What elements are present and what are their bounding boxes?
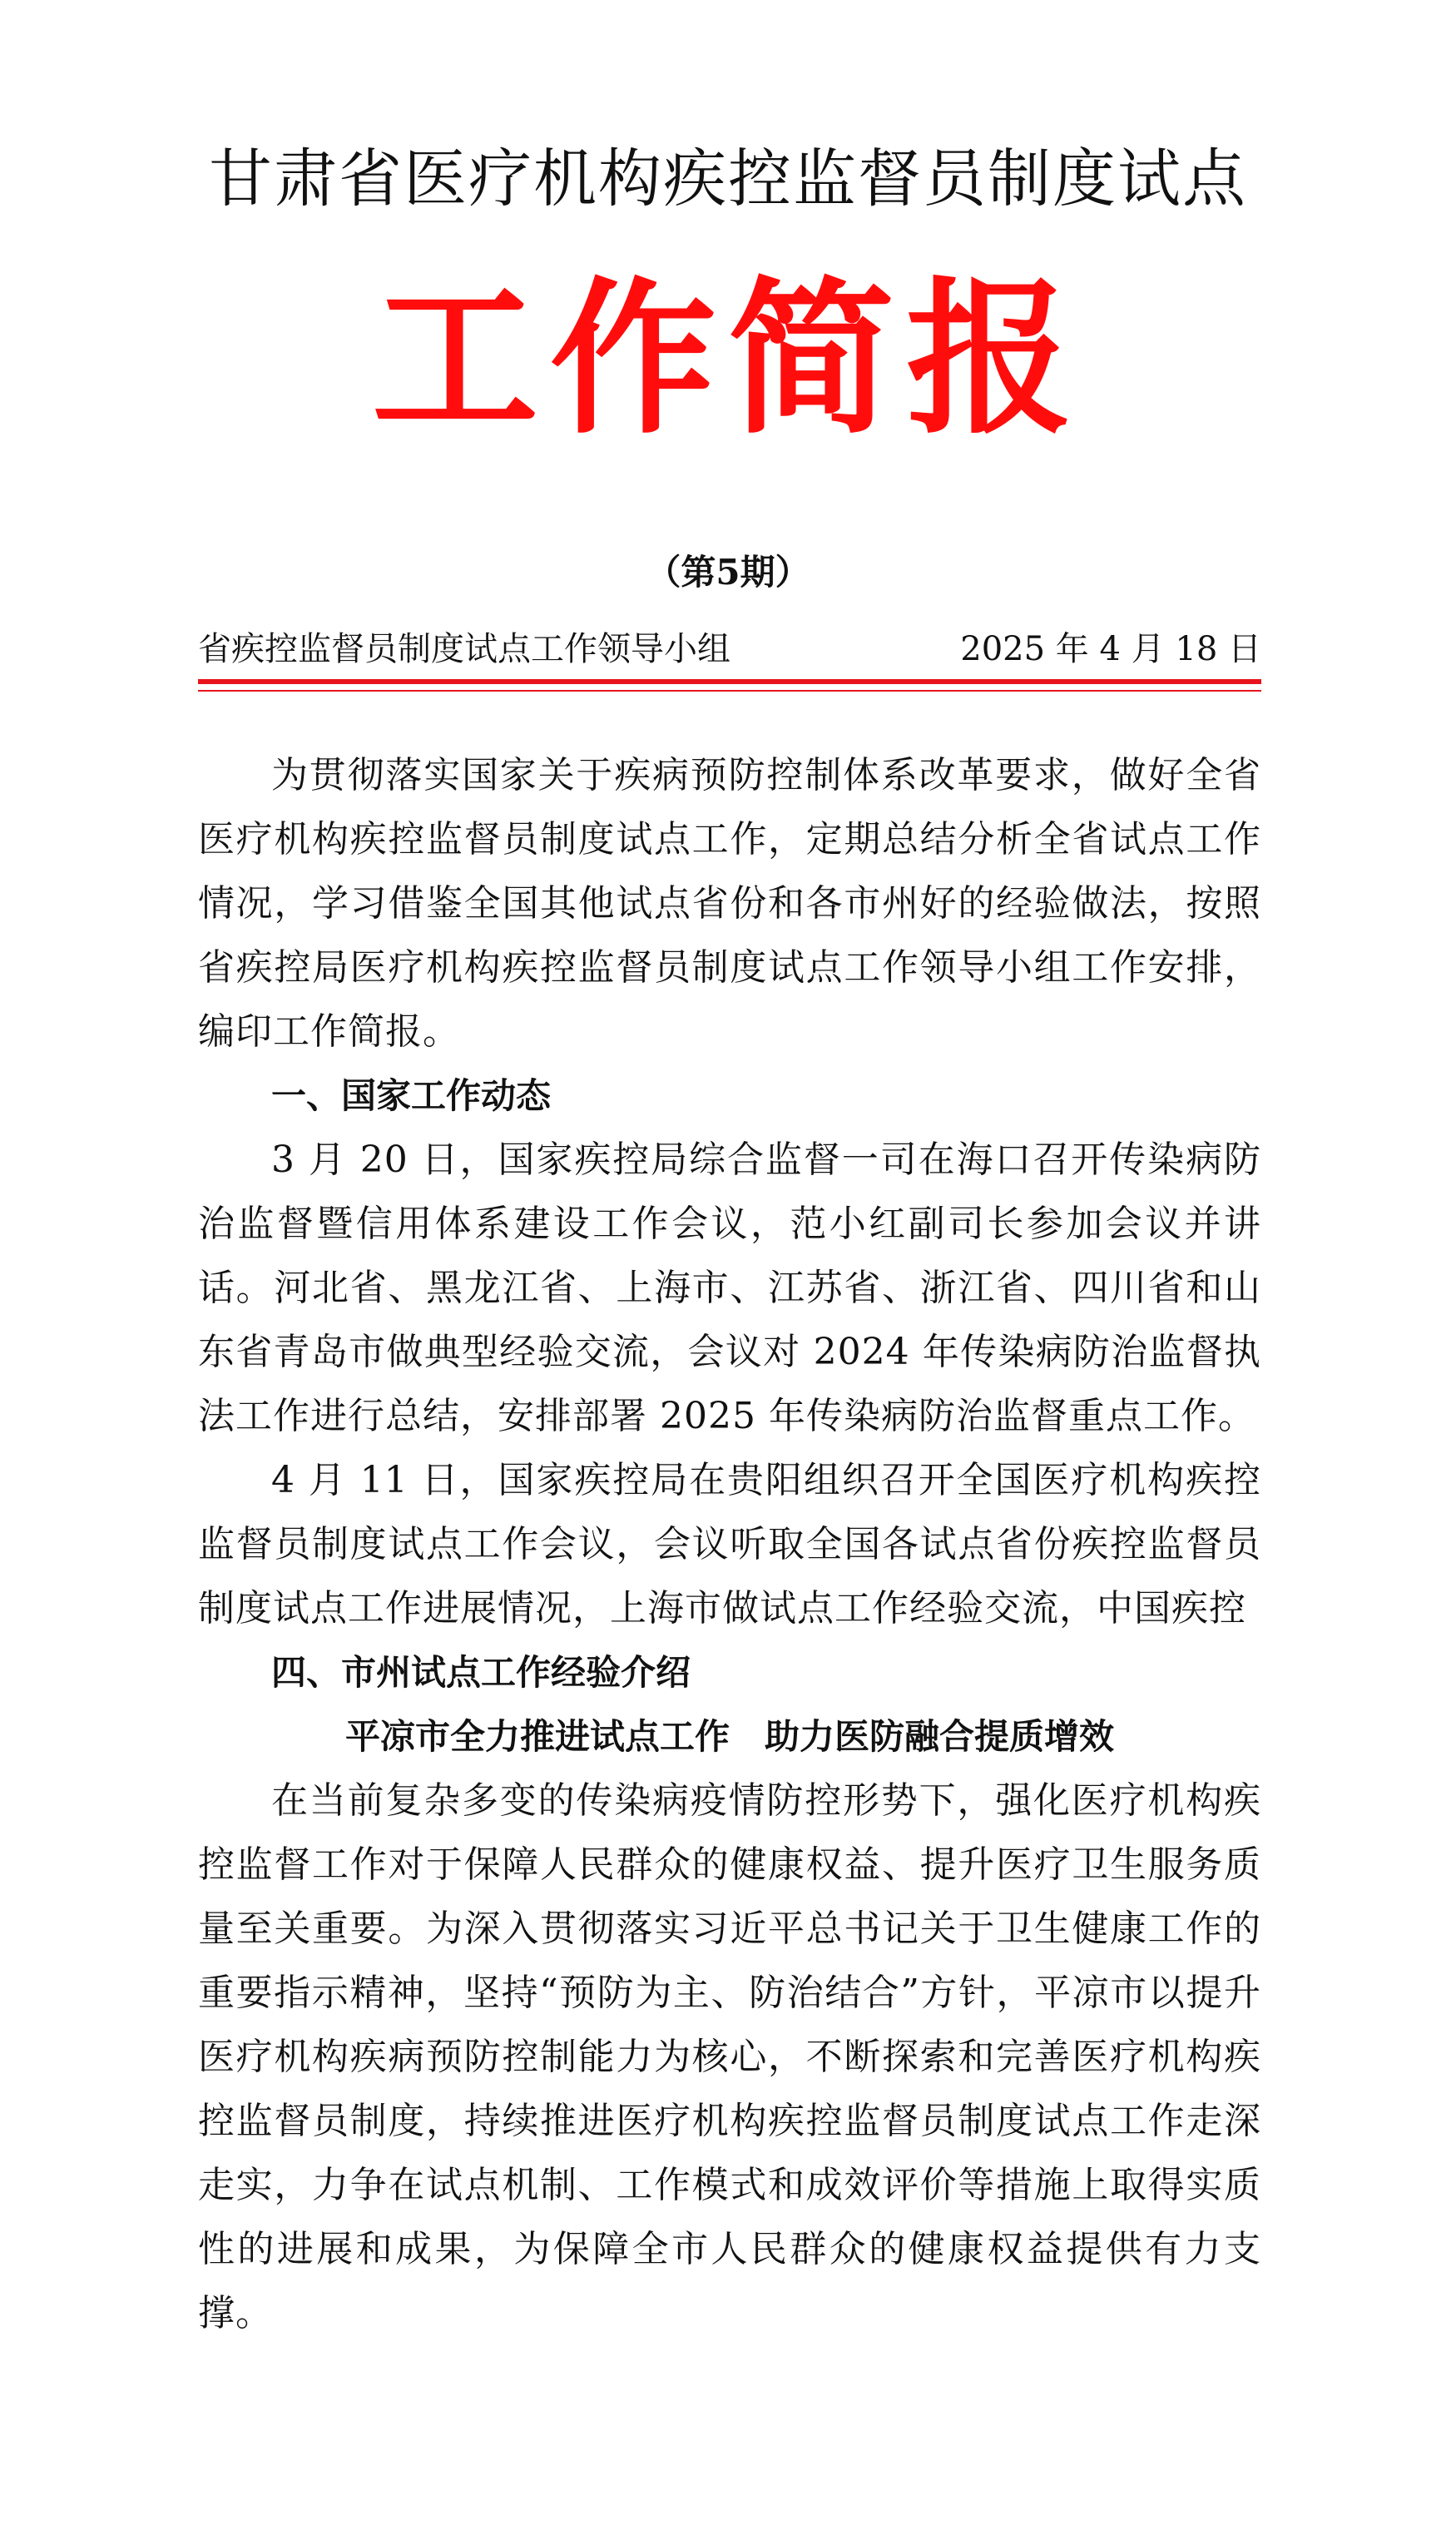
issuer-name: 省疾控监督员制度试点工作领导小组 (198, 630, 730, 668)
issue-date: 2025 年 4 月 18 日 (960, 630, 1261, 668)
red-divider-thin (198, 690, 1261, 692)
red-divider-thick (198, 679, 1261, 684)
section-1-paragraph-1: 3 月 20 日，国家疾控局综合监督一司在海口召开传染病防治监督暨信用体系建设工作会议，范小红副司长参加会议并讲话。河北省、黑龙江省、上海市、江苏省、浙江省、四川省和山东省青岛市做典型经验交流，会议对 2024 年传染病防治监督执法工作进行总结，安排部署 2025 年传染病防治监督重点工作。 (198, 1139, 1261, 1437)
section-4-subheading: 平凉市全力推进试点工作 助力医防融合提质增效 (344, 1716, 1114, 1757)
section-1-paragraph-2: 4 月 11 日，国家疾控局在贵阳组织召开全国医疗机构疾控监督员制度试点工作会议，会议听取全国各试点省份疾控监督员制度试点工作进展情况，上海市做试点工作经验交流，中国疾控 (198, 1459, 1261, 1630)
section-4-heading: 四、市州试点工作经验介绍 (271, 1652, 691, 1693)
issue-number: （第5期） (646, 552, 810, 593)
section-4-paragraph-1: 在当前复杂多变的传染病疫情防控形势下，强化医疗机构疾控监督工作对于保障人民群众的健康权益、提升医疗卫生服务质量至关重要。为深入贯彻落实习近平总书记关于卫生健康工作的重要指示精神，坚持“预防为主、防治结合”方针，平凉市以提升医疗机构疾病预防控制能力为核心，不断探索和完善医疗机构疾控监督员制度，持续推进医疗机构疾控监督员制度试点工作走深走实，力争在试点机制、工作模式和成效评价等措施上取得实质性的进展和成果，为保障全市人民群众的健康权益提供有力支撑。 (198, 1779, 1261, 2334)
issuer-date-row (198, 624, 1261, 674)
bulletin-body (198, 743, 1261, 2345)
section-1-heading: 一、国家工作动态 (271, 1075, 552, 1116)
intro-paragraph: 为贯彻落实国家关于疾病预防控制体系改革要求，做好全省医疗机构疾控监督员制度试点工作，定期总结分析全省试点工作情况，学习借鉴全国其他试点省份和各市州好的经验做法，按照省疾控局医疗机构疾控监督员制度试点工作领导小组工作安排，编印工作简报。 (198, 754, 1261, 1053)
bulletin-supertitle: 甘肃省医疗机构疾控监督员制度试点 (209, 141, 1247, 216)
bulletin-masthead: 工作简报 (371, 263, 1084, 457)
